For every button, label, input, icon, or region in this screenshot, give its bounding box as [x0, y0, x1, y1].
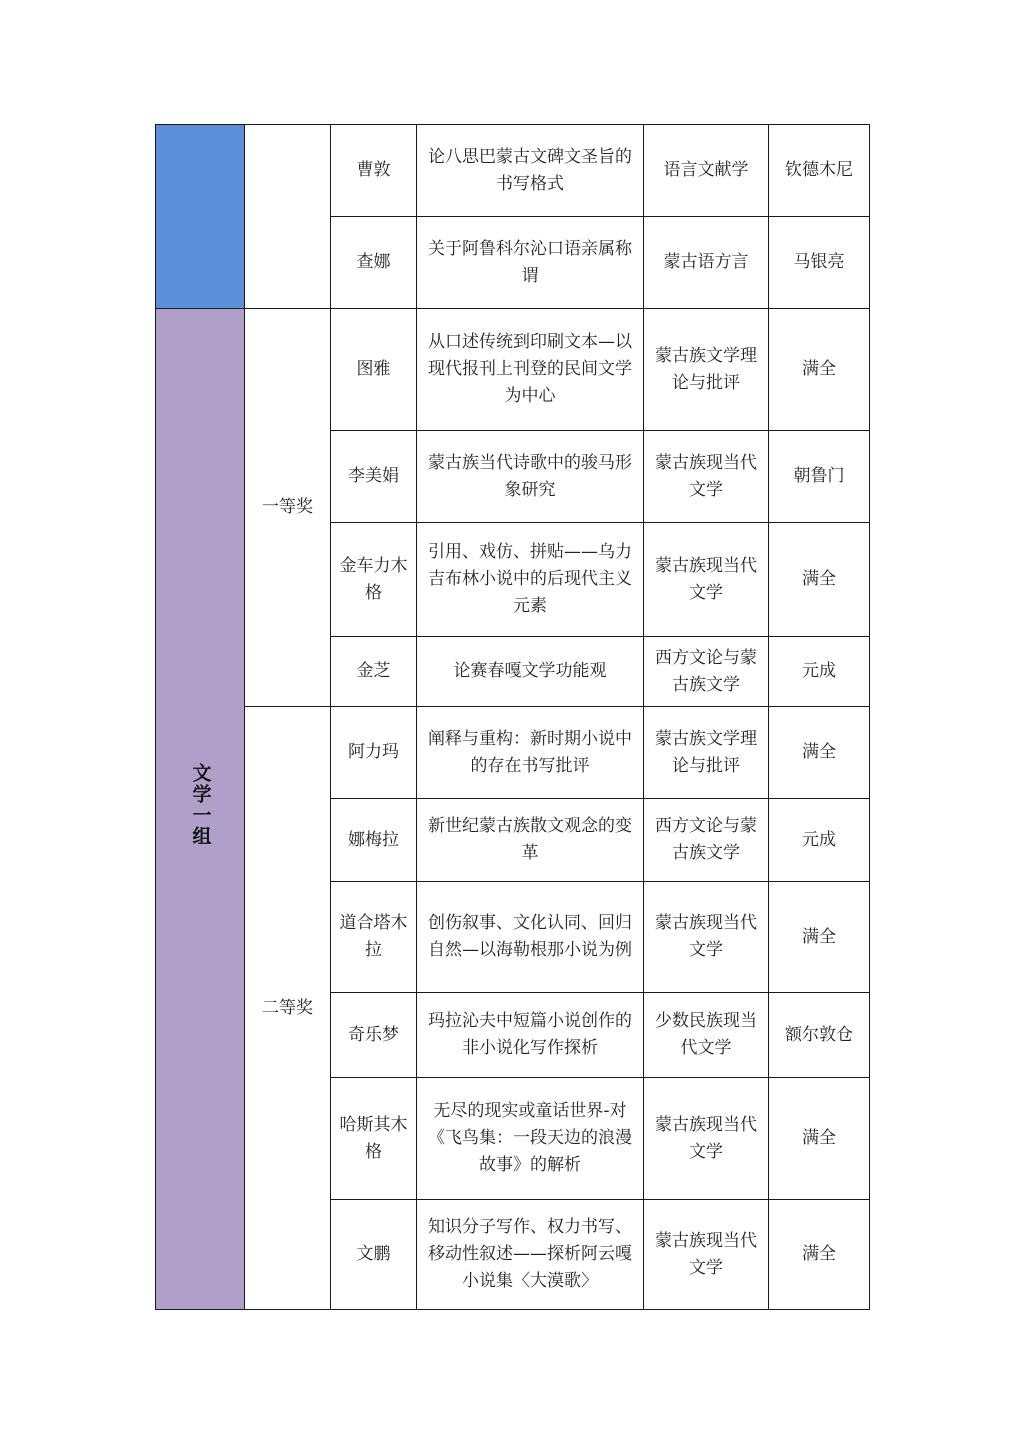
thesis-title: 论八思巴蒙古文碑文圣旨的书写格式 — [417, 125, 644, 217]
thesis-title: 创伤叙事、文化认同、回归自然—以海勒根那小说为例 — [417, 882, 644, 993]
advisor: 满全 — [769, 882, 870, 993]
student-name: 金芝 — [331, 637, 417, 707]
group-cell-continued — [156, 125, 245, 309]
student-name: 曹敦 — [331, 125, 417, 217]
advisor: 马银亮 — [769, 217, 870, 309]
thesis-title: 新世纪蒙古族散文观念的变革 — [417, 799, 644, 882]
advisor: 元成 — [769, 637, 870, 707]
thesis-title: 知识分子写作、权力书写、移动性叙述——探析阿云嘎小说集〈大漠歌〉 — [417, 1200, 644, 1310]
major: 蒙古族现当代文学 — [644, 523, 769, 637]
thesis-title: 蒙古族当代诗歌中的骏马形象研究 — [417, 431, 644, 523]
major: 西方文论与蒙古族文学 — [644, 637, 769, 707]
student-name: 阿力玛 — [331, 707, 417, 799]
student-name: 哈斯其木格 — [331, 1078, 417, 1200]
advisor: 朝鲁门 — [769, 431, 870, 523]
table-row — [156, 707, 870, 799]
student-name: 图雅 — [331, 309, 417, 431]
major: 蒙古族现当代文学 — [644, 1078, 769, 1200]
advisor: 满全 — [769, 523, 870, 637]
advisor: 元成 — [769, 799, 870, 882]
thesis-title: 无尽的现实或童话世界-对《飞鸟集：一段天边的浪漫故事》的解析 — [417, 1078, 644, 1200]
award-cell-first-prize: 一等奖 — [245, 309, 331, 707]
student-name: 文鹏 — [331, 1200, 417, 1310]
thesis-title: 从口述传统到印刷文本—以现代报刊上刊登的民间文学为中心 — [417, 309, 644, 431]
advisor: 满全 — [769, 707, 870, 799]
student-name: 奇乐梦 — [331, 993, 417, 1078]
advisor: 满全 — [769, 1200, 870, 1310]
major: 语言文献学 — [644, 125, 769, 217]
student-name: 道合塔木拉 — [331, 882, 417, 993]
major: 蒙古族现当代文学 — [644, 431, 769, 523]
advisor: 钦德木尼 — [769, 125, 870, 217]
major: 蒙古族文学理论与批评 — [644, 707, 769, 799]
student-name: 查娜 — [331, 217, 417, 309]
award-cell — [245, 125, 331, 309]
award-table — [155, 124, 870, 1310]
major: 蒙古族文学理论与批评 — [644, 309, 769, 431]
major: 西方文论与蒙古族文学 — [644, 799, 769, 882]
advisor: 额尔敦仓 — [769, 993, 870, 1078]
major: 少数民族现当代文学 — [644, 993, 769, 1078]
table-row — [156, 309, 870, 431]
advisor: 满全 — [769, 309, 870, 431]
student-name: 娜梅拉 — [331, 799, 417, 882]
student-name: 李美娟 — [331, 431, 417, 523]
group-label: 文学一组 — [189, 762, 212, 847]
major: 蒙古族现当代文学 — [644, 1200, 769, 1310]
thesis-title: 玛拉沁夫中短篇小说创作的非小说化写作探析 — [417, 993, 644, 1078]
thesis-title: 引用、戏仿、拼贴——乌力吉布林小说中的后现代主义元素 — [417, 523, 644, 637]
thesis-title: 论赛春嘎文学功能观 — [417, 637, 644, 707]
student-name: 金车力木格 — [331, 523, 417, 637]
group-cell-literature-1 — [156, 309, 245, 1310]
major: 蒙古语方言 — [644, 217, 769, 309]
thesis-title: 关于阿鲁科尔沁口语亲属称谓 — [417, 217, 644, 309]
thesis-title: 阐释与重构：新时期小说中的存在书写批评 — [417, 707, 644, 799]
major: 蒙古族现当代文学 — [644, 882, 769, 993]
advisor: 满全 — [769, 1078, 870, 1200]
table-row — [156, 125, 870, 217]
award-cell-second-prize: 二等奖 — [245, 707, 331, 1310]
